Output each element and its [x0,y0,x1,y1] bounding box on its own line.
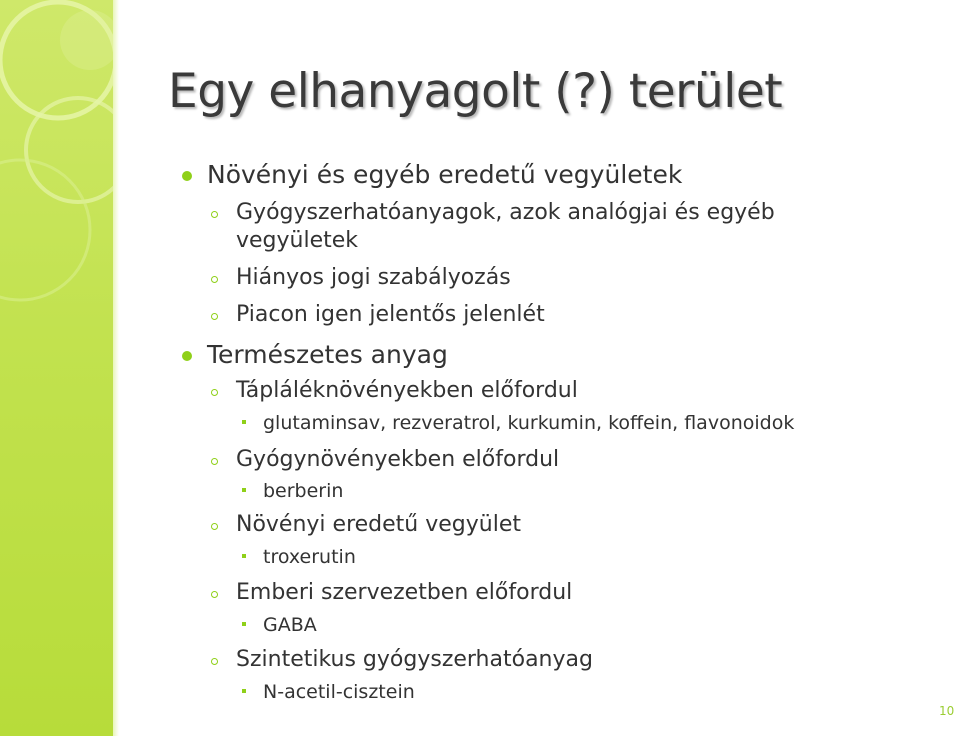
bullet-square-icon [242,420,246,424]
band-edge [113,0,119,736]
bullet-level2-text: Gyógynövényekben előfordul [236,447,560,472]
bullet-square-icon [242,622,246,626]
page-number: 10 [939,704,955,718]
bullet-ring-icon [211,658,218,665]
bullet-level2-text: Emberi szervezetben előfordul [236,580,573,605]
slide-title: Egy elhanyagolt (?) terület [168,64,783,119]
bullet-ring-icon [211,389,218,396]
bullet-level1-text: Növényi és egyéb eredetű vegyületek [207,160,683,189]
bullet-ring-icon [211,523,218,530]
bullet-square-icon [242,689,246,693]
bullet-ring-icon [211,313,218,320]
decorative-circles [0,0,113,736]
bullet-level2-text: Gyógyszerhatóanyagok, azok analógjai és egyéb [236,200,775,225]
bullet-level2-text: Hiányos jogi szabályozás [236,265,511,290]
bullet-ring-icon [211,211,218,218]
bullet-level3-text: N-acetil-cisztein [263,681,415,703]
bullet-dot-icon [182,351,192,361]
bullet-ring-icon [211,458,218,465]
bullet-level2-text: Növényi eredetű vegyület [236,512,521,537]
bullet-level2-text: Szintetikus gyógyszerhatóanyag [236,647,593,672]
bullet-ring-icon [211,276,218,283]
bullet-level2-text: Piacon igen jelentős jelenlét [236,302,545,327]
bullet-level2-text: Tápláléknövényekben előfordul [236,378,578,403]
bullet-square-icon [242,554,246,558]
bullet-square-icon [242,488,246,492]
bullet-level3-text: GABA [263,614,317,636]
bullet-level3-text: troxerutin [263,546,356,568]
bullet-ring-icon [211,591,218,598]
bullet-level2-text: vegyületek [236,228,359,253]
bullet-level1-text: Természetes anyag [207,340,448,369]
decorative-side-band [0,0,113,736]
bullet-dot-icon [182,171,192,181]
bullet-level3-text: berberin [263,480,344,502]
bullet-level3-text: glutaminsav, rezveratrol, kurkumin, koffein, flavonoidok [263,412,795,434]
